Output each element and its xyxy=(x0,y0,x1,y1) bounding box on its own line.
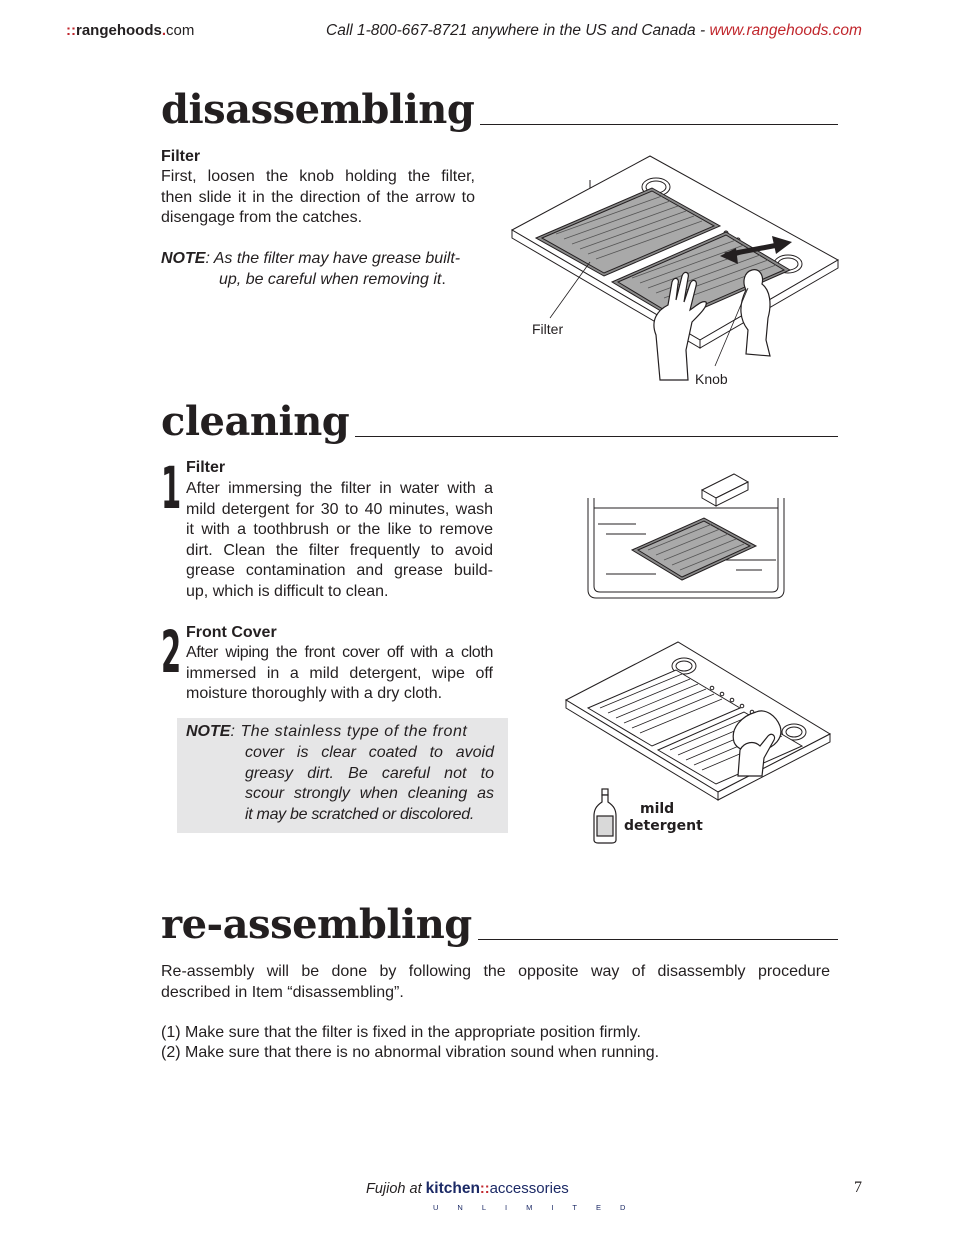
front-cover-wiping-illustration xyxy=(562,636,834,802)
footer-unlimited: UNLIMITED xyxy=(433,1203,645,1212)
bottle-label-2: detergent xyxy=(624,818,703,834)
cleaning-title: cleaning xyxy=(161,402,355,442)
cleaning-note-line: it may be scratched or discolored. xyxy=(245,805,475,823)
step1-line: up, which is difficult to clean. xyxy=(186,582,389,600)
reassembling-item-2: (2) Make sure that there is no abnormal vibration sound when running. xyxy=(161,1044,660,1061)
brand-logo[interactable] xyxy=(66,22,194,39)
reassembling-title: re-assembling xyxy=(161,905,478,945)
soaking-tub-illustration xyxy=(586,472,792,600)
step1-text xyxy=(186,479,493,602)
brand-name: rangehoods xyxy=(76,22,162,39)
step1-line: dirt. Clean the filter frequently to avoid xyxy=(186,541,493,559)
step2-line: moisture thoroughly with a dry cloth. xyxy=(186,685,443,702)
footer-prefix: Fujioh at xyxy=(366,1181,426,1197)
reassembling-item-1: (1) Make sure that the filter is fixed in the appropriate position firmly. xyxy=(161,1024,641,1041)
cleaning-note-rest xyxy=(245,743,494,825)
footer-accessories: accessories xyxy=(489,1180,569,1197)
reassembling-intro-line: Re-assembly will be done by following the opposite way of disassembly procedure xyxy=(161,963,830,980)
note-label: NOTE xyxy=(161,250,206,267)
detergent-bottle-icon xyxy=(593,788,617,844)
header-url-link[interactable]: www.rangehoods.com xyxy=(709,22,862,39)
disassembling-line: First, loosen the knob holding the filter, xyxy=(161,168,475,185)
brand-suffix: com xyxy=(166,22,195,39)
disassembling-line: disengage from the catches. xyxy=(161,209,363,226)
step2-line: immersed in a mild detergent, wipe off xyxy=(186,664,493,682)
reassembling-intro xyxy=(161,962,830,1003)
note-line1: : As the filter may have grease built- xyxy=(205,250,461,267)
step2-text xyxy=(186,643,493,705)
note-end: . xyxy=(441,271,446,288)
disassembling-line: then slide it in the direction of the arrow to xyxy=(161,188,475,206)
footer-separator: :: xyxy=(479,1181,490,1197)
bottle-label-1: mild xyxy=(640,801,675,817)
header-contact-line xyxy=(326,22,862,40)
step2-line: After wiping the front cover off with a cloth xyxy=(186,644,493,661)
step2-heading: Front Cover xyxy=(186,624,277,641)
step1-line: After immersing the filter in water with a xyxy=(186,480,493,497)
step1-heading: Filter xyxy=(186,459,226,476)
disassembling-title: disassembling xyxy=(161,90,480,130)
disassembling-note-cont xyxy=(219,270,446,291)
step1-line: grease contamination and grease build- xyxy=(186,562,493,579)
step1-line: mild detergent for 30 to 40 minutes, wash xyxy=(186,500,493,518)
cleaning-note-line: greasy dirt. Be careful not to xyxy=(245,764,494,782)
filter-removal-illustration xyxy=(500,150,850,390)
figure-label-filter: Filter xyxy=(532,321,564,337)
cleaning-note-line: : The stainless type of the front xyxy=(230,723,468,740)
brand-dot: . xyxy=(161,22,167,39)
step1-number: 1 xyxy=(161,454,182,522)
disassembling-note xyxy=(161,249,460,270)
step1-line: it with a toothbrush or the like to remove xyxy=(186,521,493,538)
disassembling-filter-text xyxy=(161,167,475,229)
reassembling-intro-line: described in Item “disassembling”. xyxy=(161,983,404,1001)
cleaning-note-label: NOTE xyxy=(186,723,231,740)
cleaning-note-line: cover is clear coated to avoid xyxy=(245,744,494,761)
footer-brand xyxy=(366,1180,569,1198)
header-call-text: Call 1-800-667-8721 anywhere in the US and Canada - xyxy=(326,22,710,39)
disassembling-filter-heading: Filter xyxy=(161,148,201,165)
brand-prefix: :: xyxy=(66,22,76,39)
page-number: 7 xyxy=(854,1179,862,1196)
note-line2: up, be careful when removing it xyxy=(219,271,442,288)
cleaning-note-first xyxy=(186,722,467,743)
footer-kitchen: kitchen xyxy=(425,1180,480,1197)
cleaning-note-line: scour strongly when cleaning as xyxy=(245,785,494,802)
step2-number: 2 xyxy=(161,618,182,686)
figure-label-knob: Knob xyxy=(695,371,728,387)
